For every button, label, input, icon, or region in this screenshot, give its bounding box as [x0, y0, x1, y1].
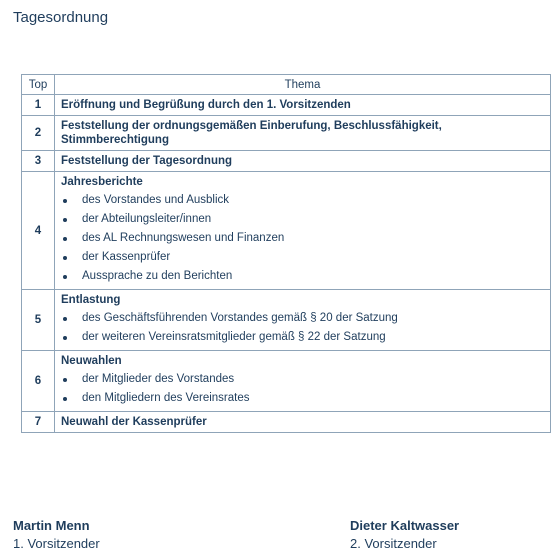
agenda-item-title: Eröffnung und Begrüßung durch den 1. Vorsitzenden [61, 99, 351, 111]
agenda-item-topic [55, 412, 551, 433]
agenda-subitem: der Mitglieder des Vorstandes [61, 370, 544, 389]
signature-role: 2. Vorsitzender [350, 536, 437, 551]
agenda-item-number: 2 [22, 116, 55, 151]
signature-name: Dieter Kaltwasser [350, 518, 460, 533]
agenda-subitem: des Geschäftsführenden Vorstandes gemäß § 20 der Satzung [61, 309, 544, 328]
agenda-item-title: Feststellung der Tagesordnung [61, 155, 233, 167]
agenda-table [21, 74, 551, 433]
table-row [22, 412, 551, 433]
agenda-item-topic [55, 151, 551, 172]
agenda-subitem: Aussprache zu den Berichten [61, 267, 544, 286]
agenda-item-title: Neuwahlen [61, 355, 122, 367]
agenda-item-number: 3 [22, 151, 55, 172]
agenda-item-topic [55, 95, 551, 116]
agenda-item-number: 6 [22, 351, 55, 412]
agenda-item-title: Neuwahl der Kassenprüfer [61, 416, 207, 428]
agenda-subitem-list [61, 191, 544, 286]
signature-name: Martin Menn [13, 518, 90, 533]
agenda-subitem: den Mitgliedern des Vereinsrates [61, 389, 544, 408]
agenda-item-topic [55, 116, 551, 151]
agenda-subitem: der Kassenprüfer [61, 248, 544, 267]
table-row [22, 151, 551, 172]
table-row [22, 351, 551, 412]
table-row [22, 290, 551, 351]
agenda-subitem: der Abteilungsleiter/innen [61, 210, 544, 229]
table-row [22, 95, 551, 116]
signature-block-right [350, 517, 459, 553]
page-title: Tagesordnung [13, 9, 109, 26]
table-row [22, 172, 551, 290]
agenda-item-title: Feststellung der ordnungsgemäßen Einberufung, Beschlussfähigkeit, Stimmberechtigung [61, 120, 442, 146]
agenda-item-topic [55, 172, 551, 290]
signature-role: 1. Vorsitzender [13, 536, 100, 551]
agenda-subitem: der weiteren Vereinsratsmitglieder gemäß § 22 der Satzung [61, 328, 544, 347]
agenda-item-title: Jahresberichte [61, 176, 143, 188]
agenda-item-number: 4 [22, 172, 55, 290]
agenda-subitem: des AL Rechnungswesen und Finanzen [61, 229, 544, 248]
agenda-item-title: Entlastung [61, 294, 121, 306]
table-row [22, 116, 551, 151]
agenda-subitem-list [61, 309, 544, 347]
table-header-row [22, 75, 551, 95]
agenda-subitem-list [61, 370, 544, 408]
agenda-item-number: 7 [22, 412, 55, 433]
agenda-item-number: 1 [22, 95, 55, 116]
agenda-item-topic [55, 351, 551, 412]
column-header-thema: Thema [55, 75, 551, 95]
column-header-top: Top [22, 75, 55, 95]
agenda-item-topic [55, 290, 551, 351]
agenda-table-body [22, 95, 551, 433]
agenda-item-number: 5 [22, 290, 55, 351]
signature-block-left [13, 517, 100, 553]
agenda-subitem: des Vorstandes und Ausblick [61, 191, 544, 210]
